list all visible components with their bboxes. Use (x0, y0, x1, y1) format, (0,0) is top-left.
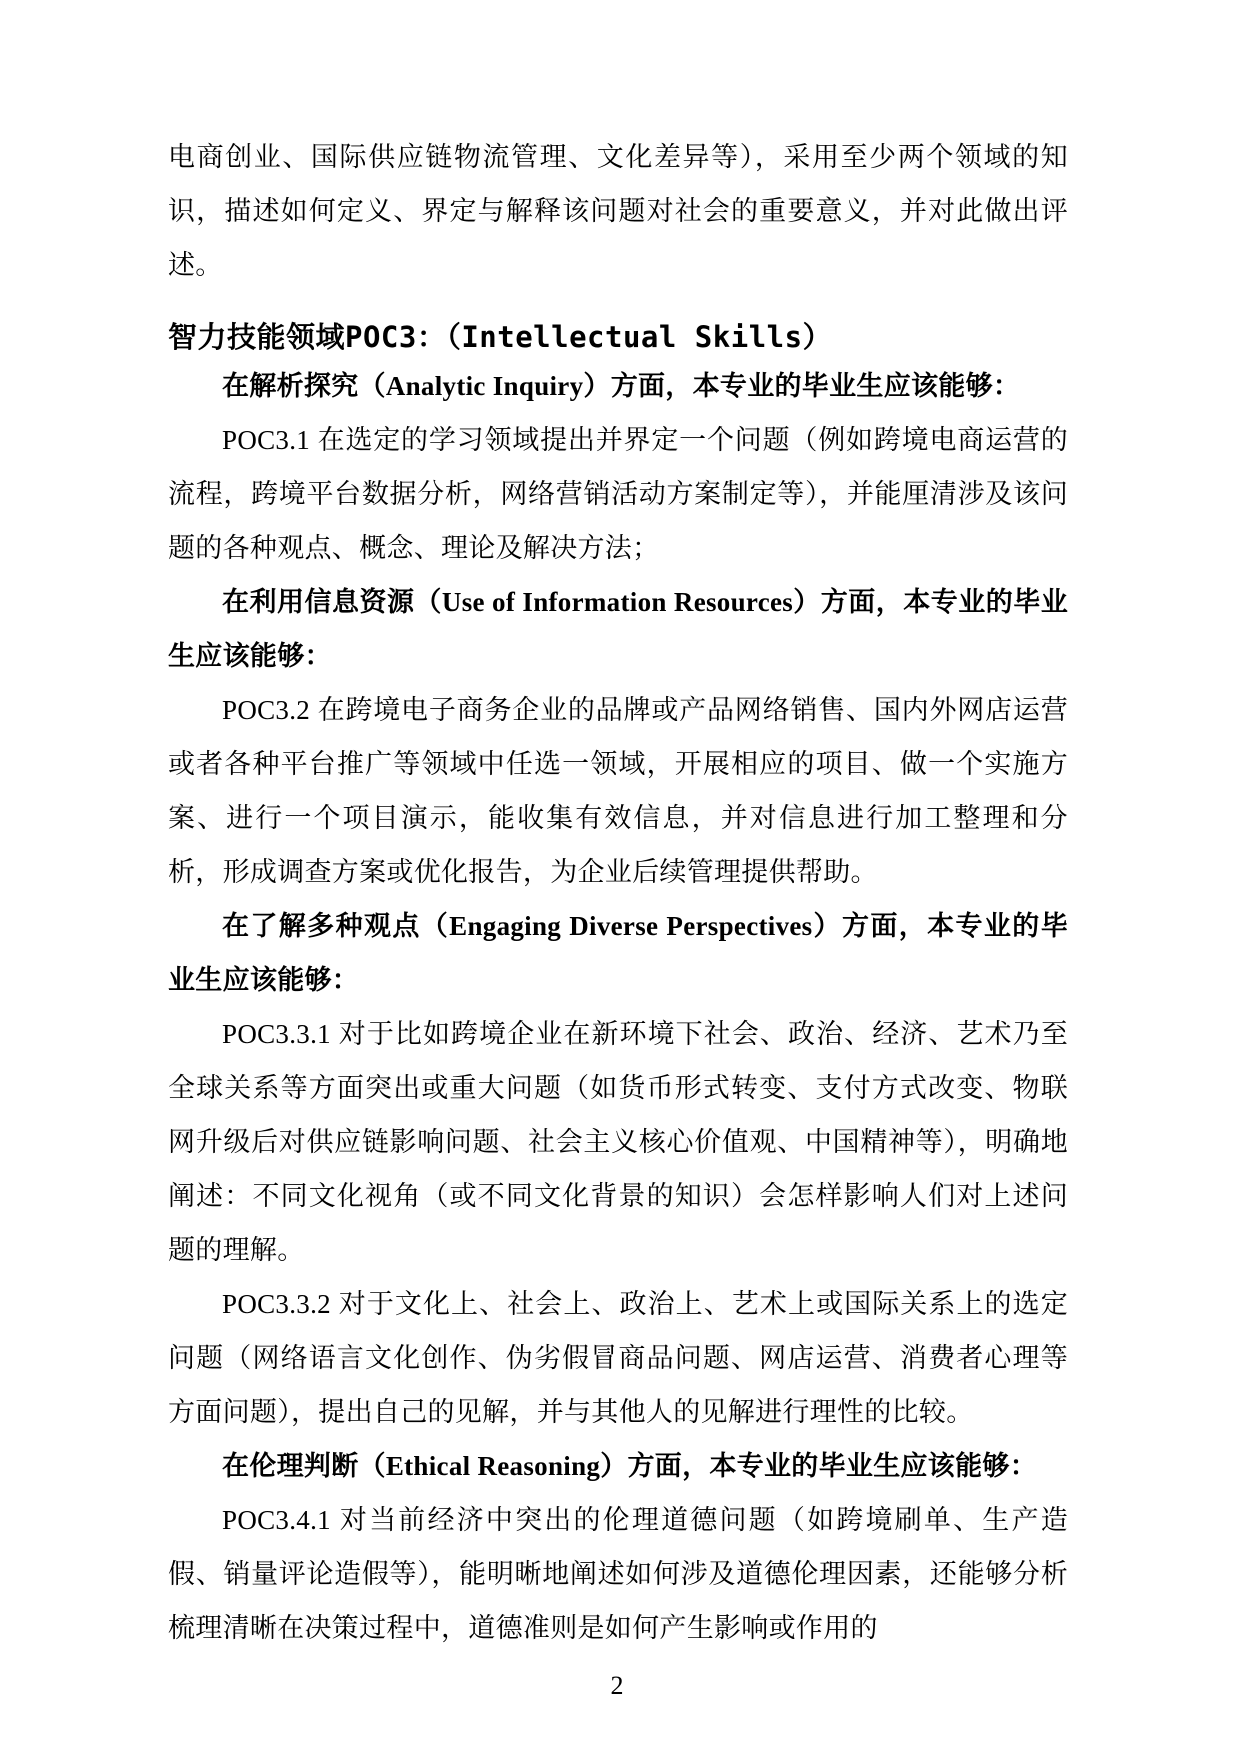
subhead-information-resources (168, 575, 1068, 683)
subhead-information-resources-zh-pre: 在利用信息资源（ (222, 587, 442, 617)
subhead-ethical-reasoning-zh-post: ）方面，本专业的毕业生应该能够： (600, 1451, 1038, 1481)
subhead-analytic-inquiry (168, 359, 1068, 413)
page-number: 2 (610, 1671, 624, 1700)
subhead-ethical-reasoning-zh-pre: 在伦理判断（ (222, 1451, 386, 1481)
subhead-information-resources-en: Use of Information Resources (441, 587, 794, 617)
paragraph-poc3-2: POC3.2 在跨境电子商务企业的品牌或产品网络销售、国内外网店运营或者各种平台推广等领域中任选一领域，开展相应的项目、做一个实施方案、进行一个项目演示，能收集有效信息，并对信息进行加工整理和分析，形成调查方案或优化报告，为企业后续管理提供帮助。 (168, 695, 1068, 887)
subhead-analytic-inquiry-en: Analytic Inquiry (385, 371, 584, 401)
subhead-diverse-perspectives-zh-post: ）方面，本专业的毕业生应该能够： (168, 911, 1068, 995)
subhead-analytic-inquiry-zh-pre: 在解析探究（ (222, 371, 386, 401)
subhead-diverse-perspectives (168, 899, 1068, 1007)
subhead-ethical-reasoning-en: Ethical Reasoning (385, 1451, 601, 1481)
paragraph-poc3-1: POC3.1 在选定的学习领域提出并界定一个问题（例如跨境电商运营的流程，跨境平台数据分析，网络营销活动方案制定等），并能厘清涉及该问题的各种观点、概念、理论及解决方法； (168, 425, 1068, 563)
paragraph-poc3-3-1: POC3.3.1 对于比如跨境企业在新环境下社会、政治、经济、艺术乃至全球关系等方面突出或重大问题（如货币形式转变、支付方式改变、物联网升级后对供应链影响问题、社会主义核心价值观、中国精神等），明确地阐述：不同文化视角（或不同文化背景的知识）会怎样影响人们对上述问题的理解。 (168, 1019, 1068, 1265)
continuation-paragraph: 电商创业、国际供应链物流管理、文化差异等），采用至少两个领域的知识，描述如何定义、界定与解释该问题对社会的重要意义，并对此做出评述。 (168, 142, 1068, 280)
subhead-diverse-perspectives-en: Engaging Diverse Perspectives (449, 911, 813, 941)
subhead-analytic-inquiry-zh-post: ）方面，本专业的毕业生应该能够： (583, 371, 1021, 401)
section-heading-poc3: 智力技能领域POC3：（Intellectual Skills） (168, 320, 833, 354)
subhead-ethical-reasoning (168, 1439, 1068, 1493)
paragraph-poc3-3-2: POC3.3.2 对于文化上、社会上、政治上、艺术上或国际关系上的选定问题（网络语言文化创作、伪劣假冒商品问题、网店运营、消费者心理等方面问题），提出自己的见解，并与其他人的见解进行理性的比较。 (168, 1289, 1068, 1427)
paragraph-poc3-4-1: POC3.4.1 对当前经济中突出的伦理道德问题（如跨境刷单、生产造假、销量评论造假等），能明晰地阐述如何涉及道德伦理因素，还能够分析梳理清晰在决策过程中，道德准则是如何产生影响或作用的 (168, 1505, 1068, 1643)
subhead-information-resources-zh-post: ）方面，本专业的毕业生应该能够： (168, 587, 1069, 671)
subhead-diverse-perspectives-zh-pre: 在了解多种观点（ (222, 911, 450, 941)
